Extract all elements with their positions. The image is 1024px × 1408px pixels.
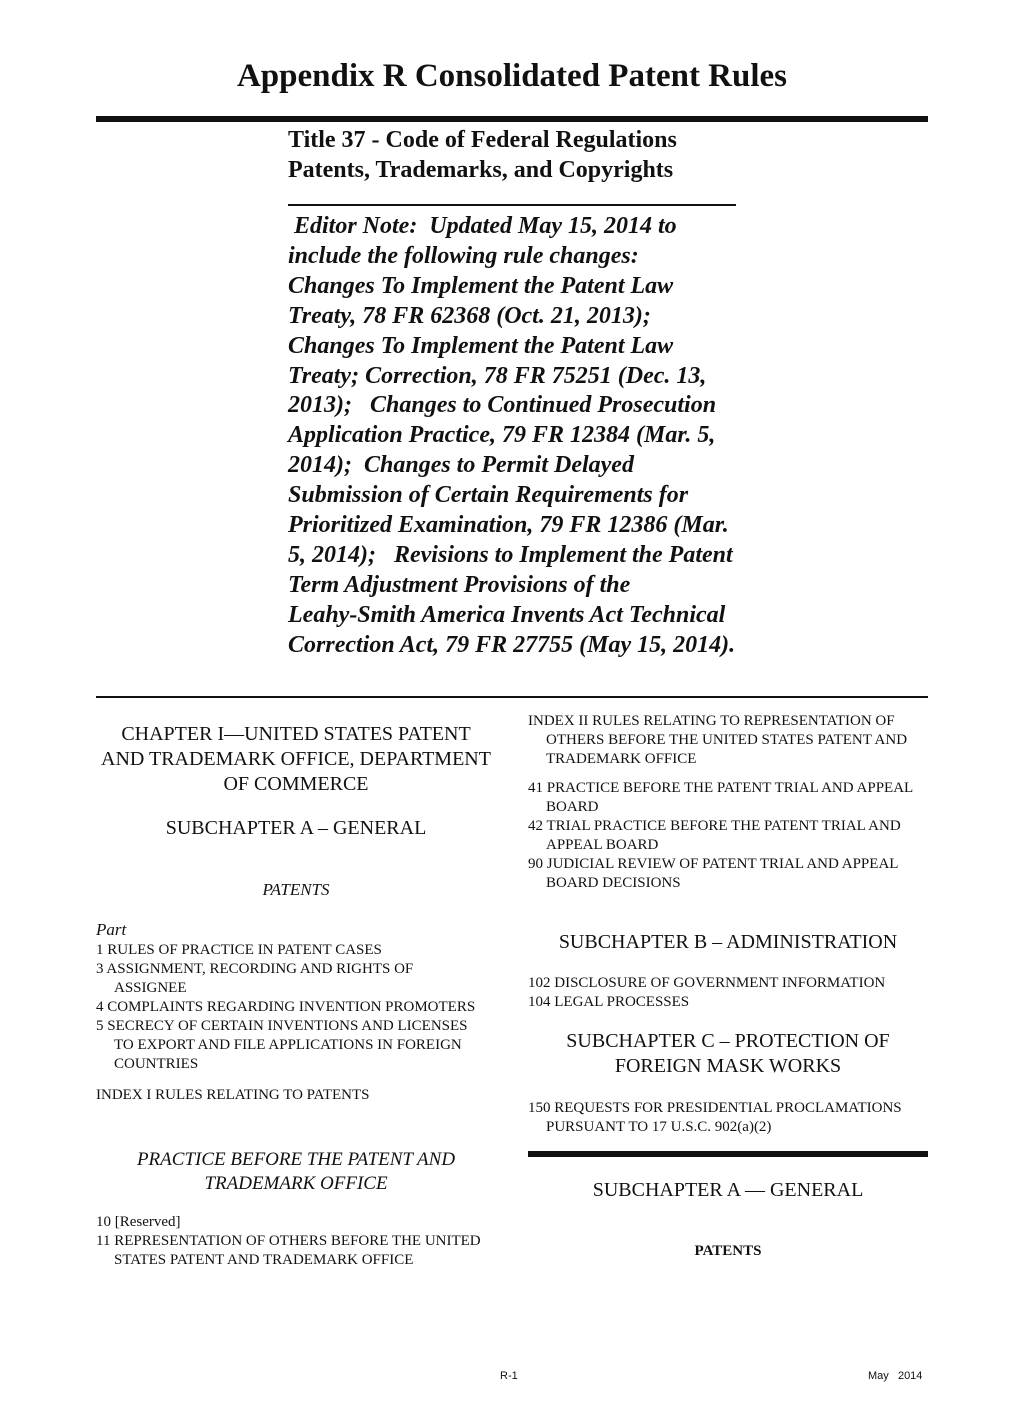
cfr-title: Title 37 - Code of Federal Regulations [288,127,677,153]
part-entry-continuation: STATES PATENT AND TRADEMARK OFFICE [114,1252,414,1268]
chapter-line: AND TRADEMARK OFFICE, DEPARTMENT [101,748,491,770]
practice-line: TRADEMARK OFFICE [204,1173,388,1194]
editor-note-line: Leahy-Smith America Invents Act Technical [288,601,726,628]
patents-heading: PATENTS [694,1243,762,1259]
part-entry-text: 3 ASSIGNMENT, RECORDING AND RIGHTS OF [96,961,414,977]
part-entry-continuation: BOARD DECISIONS [546,875,681,891]
part-entry-text: 11 REPRESENTATION OF OTHERS BEFORE THE UNITED [96,1233,481,1249]
editor-note-line: Term Adjustment Provisions of the [288,571,631,598]
subchapter-b-heading: SUBCHAPTER B – ADMINISTRATION [558,931,898,953]
parts-list [96,941,504,1074]
part-entry-text: 102 DISCLOSURE OF GOVERNMENT INFORMATION [528,975,886,991]
patents-label: PATENTS [262,880,330,899]
chapter-line: CHAPTER I—UNITED STATES PATENT [121,723,471,745]
part-label: Part [96,920,127,939]
index-i: INDEX I RULES RELATING TO PATENTS [96,1087,370,1103]
part-entry [96,1232,504,1270]
footer-date: May 2014 [868,1370,923,1382]
practice-heading [96,1148,496,1196]
subchapter-a-heading: SUBCHAPTER A – GENERAL [165,817,427,839]
editor-note-line: Treaty, 78 FR 62368 (Oct. 21, 2013); [288,302,651,329]
parts-list-right [528,779,938,893]
editor-note-line: Prioritized Examination, 79 FR 12386 (Mar. [288,512,729,539]
editor-note-line: 2013); Changes to Continued Prosecution [288,392,717,419]
part-entry-continuation: OTHERS BEFORE THE UNITED STATES PATENT AND [546,732,908,748]
part-entry-continuation: BOARD [546,799,599,815]
part-entry [96,1213,504,1232]
practice-line: PRACTICE BEFORE THE PATENT AND [136,1149,456,1170]
editor-note [288,212,748,661]
part-entry-text: 41 PRACTICE BEFORE THE PATENT TRIAL AND APPEAL [528,780,914,796]
part-entry [528,974,938,993]
part-entry-text: 1 RULES OF PRACTICE IN PATENT CASES [96,942,382,958]
part-entry-continuation: TRADEMARK OFFICE [546,751,697,767]
part-entry [96,998,504,1017]
section-divider [96,696,928,698]
editor-note-line: Changes To Implement the Patent Law [288,332,674,359]
part-entry [528,712,938,769]
editor-note-line: Correction Act, 79 FR 27755 (May 15, 2014). [288,631,736,658]
part-entry [528,1099,938,1137]
part-entry [96,1017,504,1074]
part-entry-continuation: COUNTRIES [114,1056,199,1072]
part-entry-text: 42 TRIAL PRACTICE BEFORE THE PATENT TRIAL AND [528,818,901,834]
subchapter-a-general: SUBCHAPTER A — GENERAL [592,1179,864,1201]
part-entry-text: 4 COMPLAINTS REGARDING INVENTION PROMOTERS [96,999,476,1015]
editor-note-line: Submission of Certain Requirements for [288,482,689,509]
part-entry [96,960,504,998]
editor-note-line: 2014); Changes to Permit Delayed [288,452,634,479]
subchapter-c-line: FOREIGN MASK WORKS [614,1055,842,1077]
editor-note-line: Changes To Implement the Patent Law [288,272,674,299]
editor-note-line: include the following rule changes: [288,242,639,269]
part-entry-text: INDEX II RULES RELATING TO REPRESENTATION OF [528,713,895,729]
editor-note-line: Application Practice, 79 FR 12384 (Mar. 5, [288,422,716,449]
part-entry-text: 90 JUDICIAL REVIEW OF PATENT TRIAL AND APPEAL [528,856,899,872]
part-entry-text: 5 SECRECY OF CERTAIN INVENTIONS AND LICENSES [96,1018,468,1034]
cfr-subtitle: Patents, Trademarks, and Copyrights [288,157,674,183]
title-rule [96,116,928,122]
page-title: Appendix R Consolidated Patent Rules [236,58,788,94]
subchapter-c-heading [528,1029,928,1079]
part-entry-continuation: ASSIGNEE [114,980,187,996]
part-entry [96,941,504,960]
part-entry [528,817,938,855]
editor-note-line: Treaty; Correction, 78 FR 75251 (Dec. 13, [288,362,707,389]
part-entry [528,993,938,1012]
subchapter-rule [528,1151,928,1157]
editor-note-line: Editor Note: Updated May 15, 2014 to [288,213,677,239]
header-underline [288,204,736,206]
editor-note-line: 5, 2014); Revisions to Implement the Patent [288,541,733,568]
part-entry-continuation: TO EXPORT AND FILE APPLICATIONS IN FOREIGN [114,1037,462,1053]
chapter-line: OF COMMERCE [223,773,369,795]
chapter-heading [92,722,500,797]
page-number: R-1 [500,1370,518,1382]
parts-list-b [528,974,938,1012]
parts-list-c [528,1099,938,1137]
part-entry-text: 104 LEGAL PROCESSES [528,994,690,1010]
part-entry [528,855,938,893]
part-entry-continuation: PURSUANT TO 17 U.S.C. 902(a)(2) [546,1119,772,1135]
part-entry-continuation: APPEAL BOARD [546,837,659,853]
part-entry-text: 150 REQUESTS FOR PRESIDENTIAL PROCLAMATIONS [528,1100,902,1116]
subchapter-c-line: SUBCHAPTER C – PROTECTION OF [566,1030,890,1052]
part-entry [528,779,938,817]
index-ii [528,712,938,769]
parts-list-2 [96,1213,504,1270]
part-entry-text: 10 [Reserved] [96,1214,181,1230]
